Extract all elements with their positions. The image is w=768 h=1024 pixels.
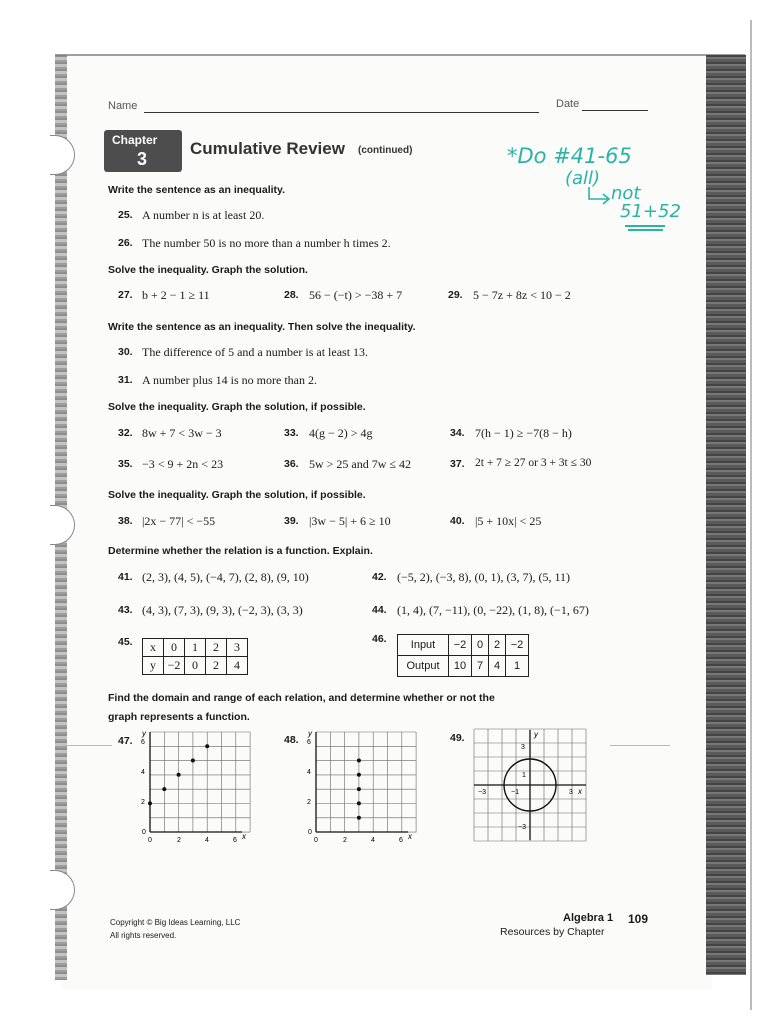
problem-number: 34.: [450, 427, 465, 439]
handwritten-note-line3: not: [611, 183, 641, 204]
problem-text: 4(g − 2) > 4g: [309, 426, 373, 440]
problem-number: 30.: [118, 346, 133, 358]
problem-text: 5w > 25 and 7w ≤ 42: [309, 457, 412, 471]
problem-number: 38.: [118, 515, 133, 527]
problem-number: 31.: [118, 374, 133, 386]
problem-number: 48.: [284, 734, 299, 746]
data-point: [191, 759, 195, 763]
tick-label: 3: [569, 789, 573, 796]
footer-copyright: Copyright © Big Ideas Learning, LLC: [110, 918, 241, 927]
date-line: [582, 110, 648, 111]
x-tick-label: 6: [233, 837, 237, 844]
page-edge-top: [55, 54, 745, 56]
section-instruction: Solve the inequality. Graph the solution.: [108, 264, 308, 276]
problem-text: (4, 3), (7, 3), (9, 3), (−2, 3), (3, 3): [142, 603, 303, 617]
problem-number: 47.: [118, 735, 133, 747]
y-axis-label: y: [534, 730, 538, 739]
problem-number: 33.: [284, 427, 299, 439]
data-point: [357, 787, 361, 791]
table-cell: y: [143, 657, 164, 675]
graph-48: [304, 726, 424, 846]
footer-page-number: 109: [628, 912, 649, 926]
name-label: Name: [108, 100, 138, 112]
data-point: [357, 773, 361, 777]
table-cell: 0: [185, 657, 206, 675]
problem-number: 49.: [450, 732, 465, 744]
problem-text: (−5, 2), (−3, 8), (0, 1), (3, 7), (5, 11): [397, 570, 571, 584]
x-axis-label: x: [408, 832, 412, 841]
x-tick-label: 2: [343, 837, 347, 844]
data-point: [177, 773, 181, 777]
table-cell: 2: [206, 657, 227, 675]
divider: [610, 745, 670, 746]
x-axis-label: x: [242, 832, 246, 841]
section-instruction: Find the domain and range of each relation, and determine whether or not the: [108, 692, 495, 704]
handwritten-note-line1: *Do #41-65: [507, 144, 632, 168]
divider: [62, 745, 112, 746]
problem-text: The difference of 5 and a number is at least 13.: [142, 345, 369, 359]
table-cell: Input: [398, 635, 449, 656]
problem-text: 8w + 7 < 3w − 3: [142, 426, 222, 440]
table-cell: 1: [506, 656, 529, 677]
y-axis-label: y: [142, 729, 146, 738]
problem-number: 42.: [372, 571, 387, 583]
problem-number: 37.: [450, 458, 465, 470]
y-tick-label: 0: [142, 829, 146, 836]
table-46: [397, 634, 529, 677]
table-cell: 3: [227, 639, 248, 657]
handwritten-underline: [625, 225, 665, 227]
problem-number: 44.: [372, 604, 387, 616]
x-axis-label: x: [578, 787, 582, 796]
graph-47: [138, 726, 258, 846]
tick-label: −3: [518, 824, 526, 831]
x-tick-label: 0: [148, 837, 152, 844]
page-edge-right-line: [750, 20, 752, 1010]
page-title: Cumulative Review: [190, 139, 345, 158]
problem-text: A number plus 14 is no more than 2.: [142, 373, 317, 387]
data-point: [357, 816, 361, 820]
data-point: [205, 744, 209, 748]
problem-text: (1, 4), (7, −11), (0, −22), (1, 8), (−1, 67): [397, 603, 589, 617]
problem-text: A number n is at least 20.: [142, 208, 265, 222]
page-edge-right: [706, 55, 746, 975]
y-tick-label: 2: [307, 799, 311, 806]
table-cell: 4: [489, 656, 506, 677]
y-tick-label: 4: [307, 769, 311, 776]
table-row: [143, 639, 248, 657]
name-line: [144, 112, 539, 113]
section-instruction: Solve the inequality. Graph the solution, if possible.: [108, 401, 366, 413]
table-cell: −2: [449, 635, 472, 656]
problem-number: 40.: [450, 515, 465, 527]
table-45: [142, 638, 248, 675]
section-instruction: Write the sentence as an inequality. Then solve the inequality.: [108, 321, 416, 333]
date-label: Date: [556, 98, 580, 110]
data-point: [162, 787, 166, 791]
section-instruction: graph represents a function.: [108, 711, 250, 723]
table-cell: 10: [449, 656, 472, 677]
y-tick-label: 2: [141, 799, 145, 806]
chapter-word: Chapter: [112, 133, 158, 147]
table-cell: 7: [472, 656, 489, 677]
graph-49: [470, 726, 590, 846]
handwritten-underline: [628, 229, 663, 231]
x-tick-label: 2: [177, 837, 181, 844]
table-cell: 0: [472, 635, 489, 656]
x-tick-label: 6: [399, 837, 403, 844]
problem-text: (2, 3), (4, 5), (−4, 7), (2, 8), (9, 10): [142, 570, 309, 584]
x-tick-label: 4: [371, 837, 375, 844]
problem-text: |5 + 10x| < 25: [475, 514, 542, 528]
problem-number: 27.: [118, 289, 133, 301]
table-cell: −2: [506, 635, 529, 656]
footer-rights: All rights reserved.: [110, 931, 177, 940]
problem-text: |2x − 77| < −55: [142, 514, 216, 528]
x-tick-label: 0: [314, 837, 318, 844]
problem-text: 56 − (−t) > −38 + 7: [309, 288, 403, 302]
data-point: [357, 801, 361, 805]
handwritten-note-line4: 51+52: [620, 201, 681, 222]
data-point: [148, 801, 152, 805]
handwritten-note-line2: (all): [565, 168, 601, 189]
table-cell: 4: [227, 657, 248, 675]
table-row: [398, 635, 529, 656]
y-tick-label: 0: [308, 829, 312, 836]
table-cell: Output: [398, 656, 449, 677]
table-cell: 1: [185, 639, 206, 657]
y-tick-label: 4: [141, 769, 145, 776]
x-tick-label: 4: [205, 837, 209, 844]
y-tick-label: 6: [307, 739, 311, 746]
page-subtitle: (continued): [358, 145, 413, 156]
problem-number: 46.: [372, 633, 387, 645]
table-row: [143, 657, 248, 675]
problem-number: 29.: [448, 289, 463, 301]
problem-number: 45.: [118, 636, 133, 648]
table-cell: 2: [206, 639, 227, 657]
chapter-number: 3: [137, 149, 148, 169]
table-cell: −2: [164, 657, 185, 675]
footer-book: Algebra 1: [563, 912, 614, 924]
problem-text: 5 − 7z + 8z < 10 − 2: [473, 288, 571, 302]
graph-grid: [150, 732, 250, 832]
table-cell: x: [143, 639, 164, 657]
problem-text: |3w − 5| + 6 ≥ 10: [309, 514, 391, 528]
problem-text: b + 2 − 1 ≥ 11: [142, 288, 210, 302]
problem-number: 26.: [118, 237, 133, 249]
problem-number: 41.: [118, 571, 133, 583]
tick-label: −1: [511, 789, 519, 796]
problem-text: The number 50 is no more than a number h times 2.: [142, 236, 391, 250]
tick-label: 3: [521, 744, 525, 751]
table-cell: 2: [489, 635, 506, 656]
y-tick-label: 6: [141, 739, 145, 746]
problem-number: 35.: [118, 458, 133, 470]
problem-text: −3 < 9 + 2n < 23: [142, 457, 224, 471]
section-instruction: Write the sentence as an inequality.: [108, 184, 285, 196]
problem-number: 43.: [118, 604, 133, 616]
table-cell: 0: [164, 639, 185, 657]
graph-grid: [316, 732, 416, 832]
problem-number: 28.: [284, 289, 299, 301]
table-row: [398, 656, 529, 677]
problem-text: 7(h − 1) ≥ −7(8 − h): [475, 426, 572, 440]
tick-label: 1: [522, 772, 526, 779]
problem-text: 2t + 7 ≥ 27 or 3 + 3t ≤ 30: [475, 457, 592, 469]
section-instruction: Solve the inequality. Graph the solution, if possible.: [108, 489, 366, 501]
section-instruction: Determine whether the relation is a function. Explain.: [108, 545, 373, 557]
problem-number: 32.: [118, 427, 133, 439]
footer-resources: Resources by Chapter: [500, 926, 605, 938]
tick-label: −3: [478, 789, 486, 796]
problem-number: 25.: [118, 209, 133, 221]
data-point: [357, 759, 361, 763]
y-axis-label: y: [308, 729, 312, 738]
problem-number: 36.: [284, 458, 299, 470]
problem-number: 39.: [284, 515, 299, 527]
handwritten-arrow-icon: [583, 185, 613, 207]
